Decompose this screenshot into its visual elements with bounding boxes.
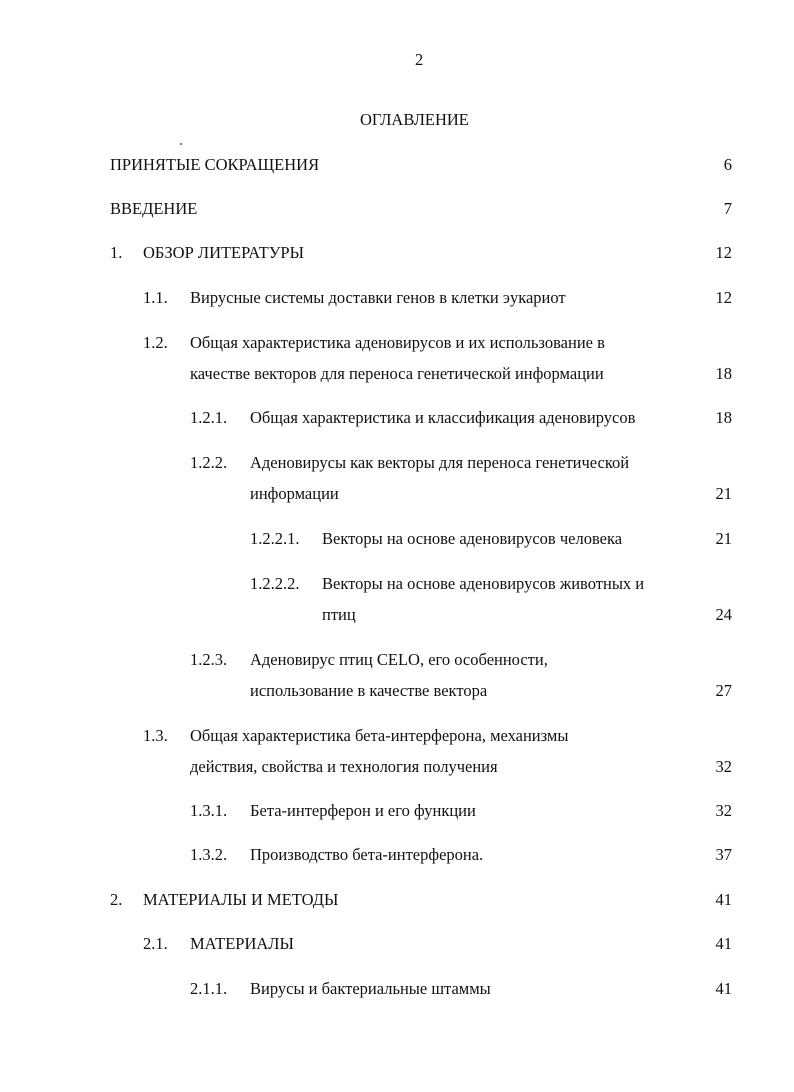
toc-entry-page: 41 xyxy=(715,979,732,998)
toc-entry-title-continued: информации xyxy=(250,484,339,503)
toc-entry-title: Аденовирус птиц CELO, его особенности, xyxy=(250,650,548,669)
toc-entry-page: 18 xyxy=(715,408,732,427)
toc-entry-title: Аденовирусы как векторы для переноса генетической xyxy=(250,453,630,472)
toc-entry-title: Вирусы и бактериальные штаммы xyxy=(250,979,491,998)
toc-entry-title: ОБЗОР ЛИТЕРАТУРЫ xyxy=(143,243,304,262)
toc-entry-number: 1.2.2.1. xyxy=(250,529,300,548)
toc-entry-number: 1.2. xyxy=(143,333,168,352)
toc-entry-page: 18 xyxy=(715,364,732,383)
toc-entry-title: Вирусные системы доставки генов в клетки эукариот xyxy=(190,288,566,307)
toc-entry-number: 1.3. xyxy=(143,726,168,745)
toc-entry-number: 2.1. xyxy=(143,934,168,953)
toc-entry-number: 1.2.1. xyxy=(190,408,228,427)
toc-entry-number: 1.2.2. xyxy=(190,453,228,472)
toc-entry-page: 27 xyxy=(715,681,732,700)
toc-entry-page: 37 xyxy=(715,845,732,864)
toc-entry-title: Векторы на основе аденовирусов животных и xyxy=(322,574,645,593)
toc-entry-number: 1. xyxy=(110,243,123,262)
toc-entry-title: МАТЕРИАЛЫ xyxy=(190,934,294,953)
toc-entry-page: 32 xyxy=(715,757,732,776)
toc-entry-number: 1.3.2. xyxy=(190,845,228,864)
toc-entry-number: 1.2.3. xyxy=(190,650,228,669)
toc-entry-title: ВВЕДЕНИЕ xyxy=(110,199,198,218)
toc-entry-number: 2.1.1. xyxy=(190,979,228,998)
toc-entry-title: Бета-интерферон и его функции xyxy=(250,801,476,820)
toc-entry-number: 1.3.1. xyxy=(190,801,228,820)
toc-entry-page: 12 xyxy=(715,243,732,262)
toc-entry-page: 21 xyxy=(715,529,732,548)
toc-heading: ОГЛАВЛЕНИЕ xyxy=(360,110,469,129)
toc-entry-title: Общая характеристика бета-интерферона, механизмы xyxy=(190,726,569,745)
toc-entry-title: Общая характеристика и классификация аденовирусов xyxy=(250,408,636,427)
toc-entry-page: 41 xyxy=(715,934,732,953)
page-number: 2 xyxy=(415,50,424,69)
toc-entry-page: 21 xyxy=(715,484,732,503)
toc-entry-number: 2. xyxy=(110,890,123,909)
toc-entry-number: 1.1. xyxy=(143,288,168,307)
toc-entry-page: 24 xyxy=(715,605,732,624)
toc-entry-title: МАТЕРИАЛЫ И МЕТОДЫ xyxy=(143,890,339,909)
toc-entry-title: Общая характеристика аденовирусов и их использование в xyxy=(190,333,605,352)
toc-entry-page: 6 xyxy=(723,155,732,174)
speck-mark xyxy=(180,143,182,145)
toc-entry-title-continued: использование в качестве вектора xyxy=(250,681,488,700)
toc-entry-title: Производство бета-интерферона. xyxy=(250,845,484,864)
toc-entry-title: ПРИНЯТЫЕ СОКРАЩЕНИЯ xyxy=(110,155,320,174)
toc-entry-page: 7 xyxy=(723,199,732,218)
toc-entry-title: Векторы на основе аденовирусов человека xyxy=(322,529,623,548)
toc-entry-title-continued: качестве векторов для переноса генетической информации xyxy=(190,364,604,383)
toc-entry-page: 41 xyxy=(715,890,732,909)
toc-entry-title-continued: действия, свойства и технология получения xyxy=(190,757,498,776)
toc-entry-page: 32 xyxy=(715,801,732,820)
toc-entry-title-continued: птиц xyxy=(322,605,356,624)
toc-entry-number: 1.2.2.2. xyxy=(250,574,300,593)
toc-entry-page: 12 xyxy=(715,288,732,307)
